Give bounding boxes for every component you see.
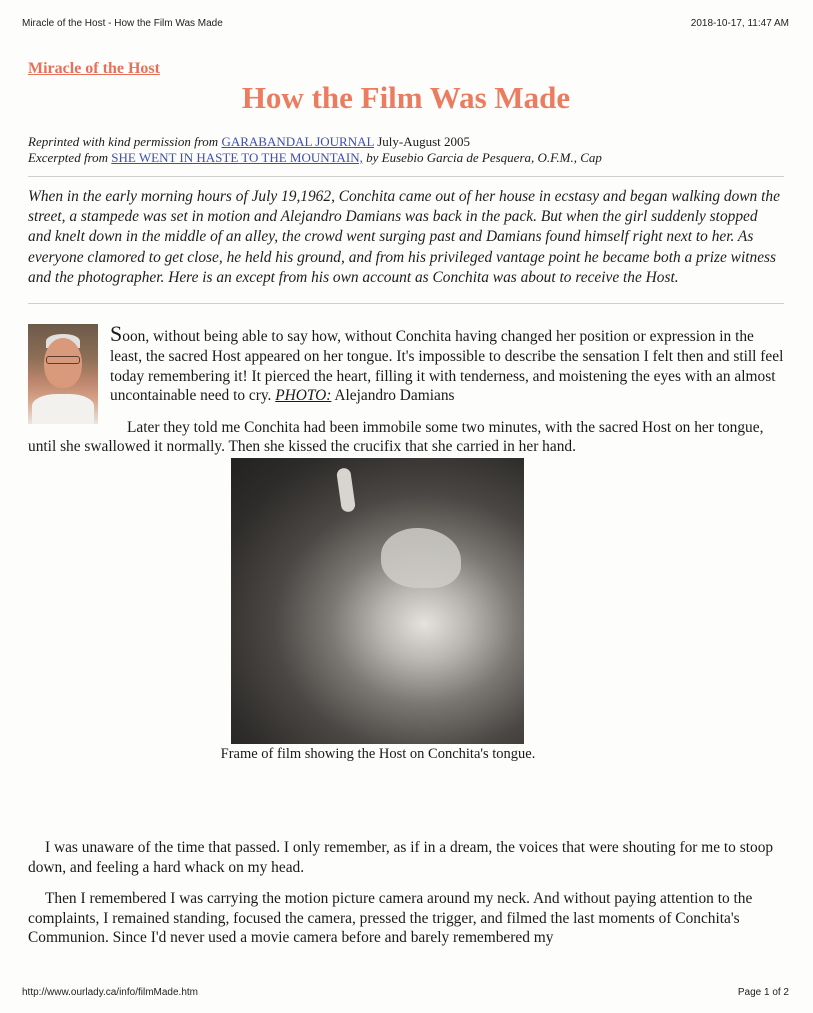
credit-line-2 [28,150,784,166]
credit-line-1 [28,134,784,150]
author-portrait-image [28,324,98,424]
body-paragraph: I was unaware of the time that passed. I only remember, as if in a dream, the voices that were shouting for me to stoop down, and feeling a hard whack on my head. [28,839,774,876]
drop-cap: S [110,321,123,347]
print-header [22,18,789,29]
breadcrumb-link[interactable]: Miracle of the Host [28,60,160,77]
divider [28,303,784,304]
credit2-suffix: by Eusebio Garcia de Pesquera, O.F.M., Cap [366,150,602,165]
quote-block [28,321,784,405]
body-paragraph: Later they told me Conchita had been immobile some two minutes, with the sacred Host on her tongue, until she swallowed it normally. Then she kissed the crucifix that she carried in her hand. [28,418,764,456]
body-paragraph: Then I remembered I was carrying the motion picture camera around my neck. And without paying attention to the complaints, I remained standing, focused the camera, pressed the trigger, and filmed the last moments of Conchita's Communion. Since I'd never used a movie camera before and barely remembered my [28,890,753,947]
divider [28,176,784,177]
credits [28,134,784,166]
print-footer [22,987,789,998]
article [28,60,784,457]
credit1-prefix: Reprinted with kind permission from [28,134,219,149]
article-continued [28,838,784,948]
print-datetime: 2018-10-17, 11:47 AM [690,18,789,29]
garabandal-journal-link[interactable]: GARABANDAL JOURNAL [221,134,374,149]
print-url: http://www.ourlady.ca/info/filmMade.htm [22,987,198,998]
page-title: How the Film Was Made [241,80,571,115]
book-link[interactable]: SHE WENT IN HASTE TO THE MOUNTAIN, [111,150,363,165]
credit1-suffix: July-August 2005 [377,134,471,149]
credit2-prefix: Excerpted from [28,150,109,165]
quote-text: oon, without being able to say how, without Conchita having changed her position or expression in the least, the sacred Host appeared on her tongue. It's impossible to describe the sensation I felt then and still feel today remembering it! It pierced the heart, filling it with tenderness, and moistening the eyes with an almost uncontainable need to cry. [110,328,784,405]
film-frame-image [231,458,524,744]
print-page-number: Page 1 of 2 [737,987,789,998]
photo-credit: Alejandro Damians [334,387,455,405]
film-figure [220,458,536,763]
photo-link[interactable]: PHOTO: [275,387,332,405]
figure-caption: Frame of film showing the Host on Conchita's tongue. [220,746,536,762]
intro-paragraph: When in the early morning hours of July 19,1962, Conchita came out of her house in ecstasy and began walking down the street, a stampede was set in motion and Alejandro Damians was back in the pack. But when the girl suddenly stopped and knelt down in the middle of an alley, the crowd went surging past and Damians found himself right next to her. As everyone clamored to get close, he held his ground, and from his privileged vantage point he became both a prize witness and the photographer. Here is an except from his own account as Conchita was about to receive the Host. [28,188,780,286]
print-page-title: Miracle of the Host - How the Film Was Made [22,18,223,29]
